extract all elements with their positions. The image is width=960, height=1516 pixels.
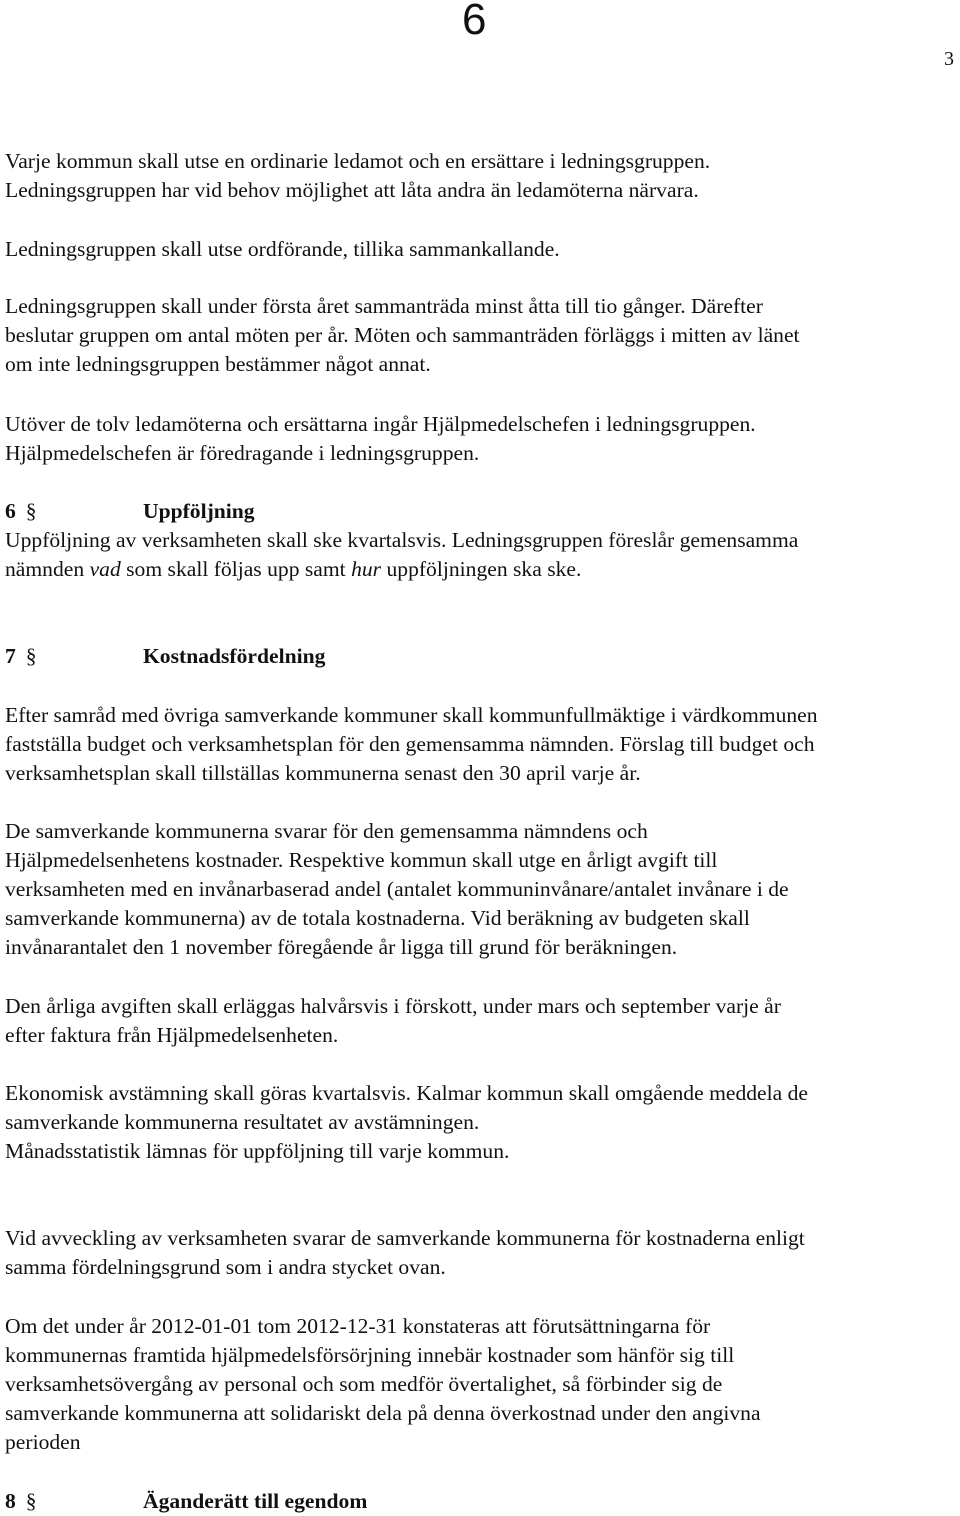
section-heading-8 (5, 1487, 368, 1516)
section-sign-icon: § (25, 1489, 37, 1513)
text-line: invånarantalet den 1 november föregående år ligga till grund för beräkningen. (5, 935, 678, 959)
text-line: Den årliga avgiften skall erläggas halvårsvis i förskott, under mars och september varje år (5, 994, 781, 1018)
text-line: om inte ledningsgruppen bestämmer något annat. (5, 352, 431, 376)
paragraph (5, 235, 957, 264)
text-line: Vid avveckling av verksamheten svarar de samverkande kommunerna för kostnaderna enligt (5, 1226, 805, 1250)
text-line: Ekonomisk avstämning skall göras kvartalsvis. Kalmar kommun skall omgående meddela de (5, 1081, 808, 1105)
text-line: Varje kommun skall utse en ordinarie ledamot och en ersättare i ledningsgruppen. (5, 149, 711, 173)
text-line: De samverkande kommunerna svarar för den gemensamma nämndens och (5, 819, 648, 843)
text-line: samma fördelningsgrund som i andra stycket ovan. (5, 1255, 446, 1279)
paragraph (5, 1079, 957, 1166)
text-run: nämnden (5, 557, 90, 581)
text-line: kommunernas framtida hjälpmedelsförsörjning innebär kostnader som hänför sig till (5, 1343, 735, 1367)
page-number: 3 (944, 48, 954, 70)
emphasis-vad: vad (89, 557, 121, 581)
text-line: perioden (5, 1430, 81, 1454)
emphasis-hur: hur (351, 557, 382, 581)
chapter-number: 6 (462, 0, 487, 44)
section-number: 6 (5, 499, 16, 523)
text-line: verksamheten med en invånarbaserad andel (antalet kommuninvånare/antalet invånare i de (5, 877, 789, 901)
text-line: Månadsstatistik lämnas för uppföljning till varje kommun. (5, 1139, 510, 1163)
text-line: verksamhetsövergång av personal och som medför övertalighet, så förbinder sig de (5, 1372, 723, 1396)
section-sign-icon: § (25, 644, 37, 668)
text-line: Ledningsgruppen skall utse ordförande, tillika sammankallande. (5, 237, 560, 261)
text-line: efter faktura från Hjälpmedelsenheten. (5, 1023, 339, 1047)
text-line: Efter samråd med övriga samverkande kommuner skall kommunfullmäktige i värdkommunen (5, 703, 818, 727)
text-line: Uppföljning av verksamheten skall ske kvartalsvis. Ledningsgruppen föreslår gemensamma (5, 528, 799, 552)
text-line: Hjälpmedelschefen är föredragande i ledningsgruppen. (5, 441, 480, 465)
paragraph (5, 701, 957, 788)
text-line: verksamhetsplan skall tillställas kommunerna senast den 30 april varje år. (5, 761, 641, 785)
section-title: Äganderätt till egendom (143, 1489, 368, 1513)
text-line: Hjälpmedelsenhetens kostnader. Respektive kommun skall utge en årligt avgift till (5, 848, 718, 872)
text-line: Ledningsgruppen har vid behov möjlighet att låta andra än ledamöterna närvara. (5, 178, 699, 202)
paragraph (5, 817, 957, 962)
section-heading-7 (5, 642, 326, 671)
section-heading-6 (5, 497, 255, 526)
section-number: 7 (5, 644, 16, 668)
section-sign-icon: § (25, 499, 37, 523)
paragraph (5, 147, 957, 205)
section-title: Uppföljning (143, 499, 255, 523)
text-line: Om det under år 2012-01-01 tom 2012-12-31 konstateras att förutsättningarna för (5, 1314, 711, 1338)
paragraph (5, 1312, 957, 1457)
text-run: som skall följas upp samt (120, 557, 352, 581)
text-line: beslutar gruppen om antal möten per år. Möten och sammanträden förläggs i mitten av länet (5, 323, 800, 347)
text-line: Utöver de tolv ledamöterna och ersättarna ingår Hjälpmedelschefen i ledningsgruppen. (5, 412, 756, 436)
paragraph (5, 526, 957, 584)
text-line: samverkande kommunerna resultatet av avstämningen. (5, 1110, 480, 1134)
section-title: Kostnadsfördelning (143, 644, 326, 668)
paragraph (5, 292, 957, 379)
text-line: samverkande kommunerna att solidariskt dela på denna överkostnad under den angivna (5, 1401, 761, 1425)
paragraph (5, 410, 957, 468)
section-number: 8 (5, 1489, 16, 1513)
text-line: fastställa budget och verksamhetsplan för den gemensamma nämnden. Förslag till budget och (5, 732, 815, 756)
text-line: Ledningsgruppen skall under första året sammanträda minst åtta till tio gånger. Därefter (5, 294, 763, 318)
text-run: uppföljningen ska ske. (381, 557, 582, 581)
paragraph (5, 992, 957, 1050)
paragraph (5, 1224, 957, 1282)
text-line: samverkande kommunerna) av de totala kostnaderna. Vid beräkning av budgeten skall (5, 906, 750, 930)
text-line (5, 555, 957, 584)
